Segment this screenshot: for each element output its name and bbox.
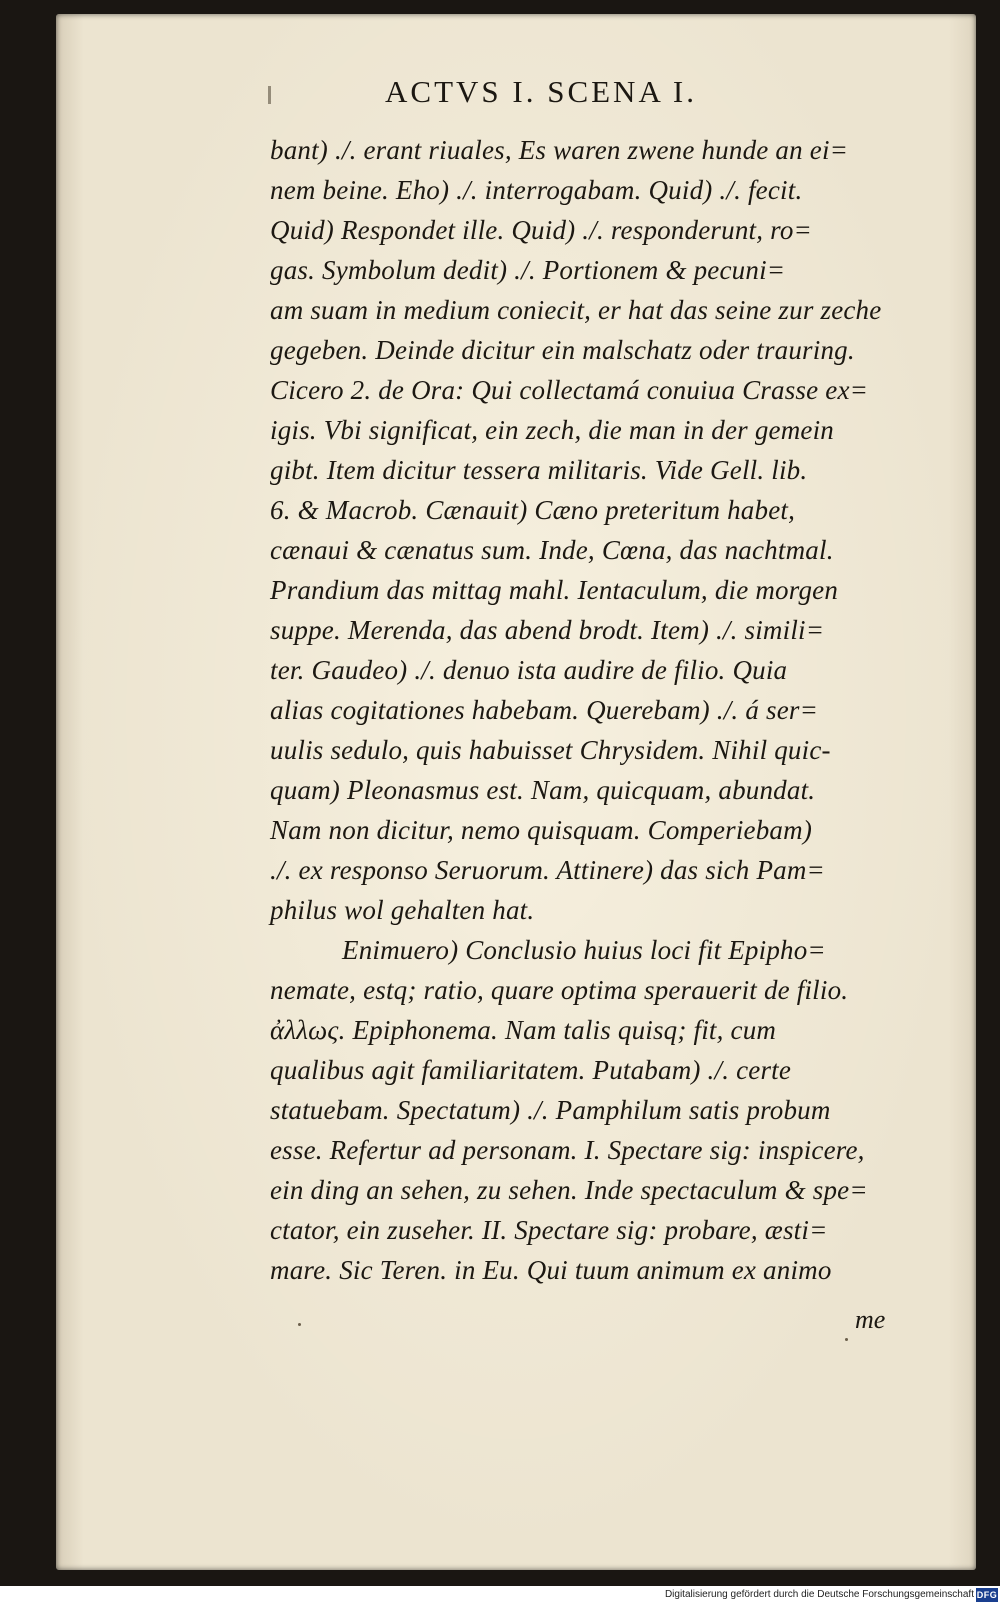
- text-line: nem beine. Eho) ./. interrogabam. Quid) ./. fecit.: [270, 175, 803, 205]
- text-line-paragraph-start: Enimuero) Conclusio huius loci fit Epipho=: [342, 935, 826, 965]
- text-line: ctator, ein zuseher. II. Spectare sig: probare, æsti=: [270, 1215, 828, 1245]
- text-line: statuebam. Spectatum) ./. Pamphilum satis probum: [270, 1095, 831, 1125]
- paper-speck: [298, 1323, 301, 1326]
- text-line: Nam non dicitur, nemo quisquam. Comperiebam): [270, 815, 813, 845]
- text-line: cænaui & cænatus sum. Inde, Cœna, das nachtmal.: [270, 535, 834, 565]
- catchword: me: [855, 1305, 886, 1334]
- text-line: Prandium das mittag mahl. Ientaculum, die morgen: [270, 575, 839, 605]
- text-line: Quid) Respondet ille. Quid) ./. responderunt, ro=: [270, 215, 812, 245]
- running-head: ACTVS I. SCENA I.: [385, 74, 697, 109]
- text-line: am suam in medium coniecit, er hat das seine zur zeche: [270, 295, 882, 325]
- text-line: mare. Sic Teren. in Eu. Qui tuum animum ex animo: [270, 1255, 832, 1285]
- text-line: ./. ex responso Seruorum. Attinere) das sich Pam=: [270, 855, 825, 885]
- text-line: ein ding an sehen, zu sehen. Inde spectaculum & spe=: [270, 1175, 868, 1205]
- dfg-logo-icon: DFG: [976, 1590, 998, 1600]
- text-line: alias cogitationes habebam. Querebam) ./. á ser=: [270, 695, 819, 725]
- text-line: gas. Symbolum dedit) ./. Portionem & pecuni=: [270, 255, 786, 285]
- text-line: qualibus agit familiaritatem. Putabam) ./. certe: [270, 1055, 792, 1085]
- text-line: nemate, estq; ratio, quare optima sperauerit de filio.: [270, 975, 849, 1005]
- page-mark: [268, 86, 271, 104]
- text-line: esse. Refertur ad personam. I. Spectare sig: inspicere,: [270, 1135, 865, 1165]
- text-line: suppe. Merenda, das abend brodt. Item) ./. simili=: [270, 615, 825, 645]
- funding-credit: Digitalisierung gefördert durch die Deutsche Forschungsgemeinschaft: [664, 1589, 974, 1600]
- text-line: 6. & Macrob. Cænauit) Cæno preteritum habet,: [270, 495, 796, 525]
- digitization-footer: [0, 1586, 1000, 1607]
- text-line: philus wol gehalten hat.: [270, 895, 535, 925]
- text-line: quam) Pleonasmus est. Nam, quicquam, abundat.: [270, 775, 816, 805]
- text-line: bant) ./. erant riuales, Es waren zwene hunde an ei=: [270, 135, 849, 165]
- text-line: gegeben. Deinde dicitur ein malschatz oder trauring.: [270, 335, 855, 365]
- text-line: gibt. Item dicitur tessera militaris. Vide Gell. lib.: [270, 455, 808, 485]
- paper-speck: [845, 1338, 848, 1341]
- text-line: uulis sedulo, quis habuisset Chrysidem. Nihil quic-: [270, 735, 831, 765]
- page-text: [270, 130, 920, 1290]
- text-line: ter. Gaudeo) ./. denuo ista audire de filio. Quia: [270, 655, 788, 685]
- text-line: ἀλλως. Epiphonema. Nam talis quisq; fit, cum: [270, 1015, 777, 1045]
- text-line: Cicero 2. de Ora: Qui collectamá conuiua Crasse ex=: [270, 375, 869, 405]
- text-line: igis. Vbi significat, ein zech, die man in der gemein: [270, 415, 835, 445]
